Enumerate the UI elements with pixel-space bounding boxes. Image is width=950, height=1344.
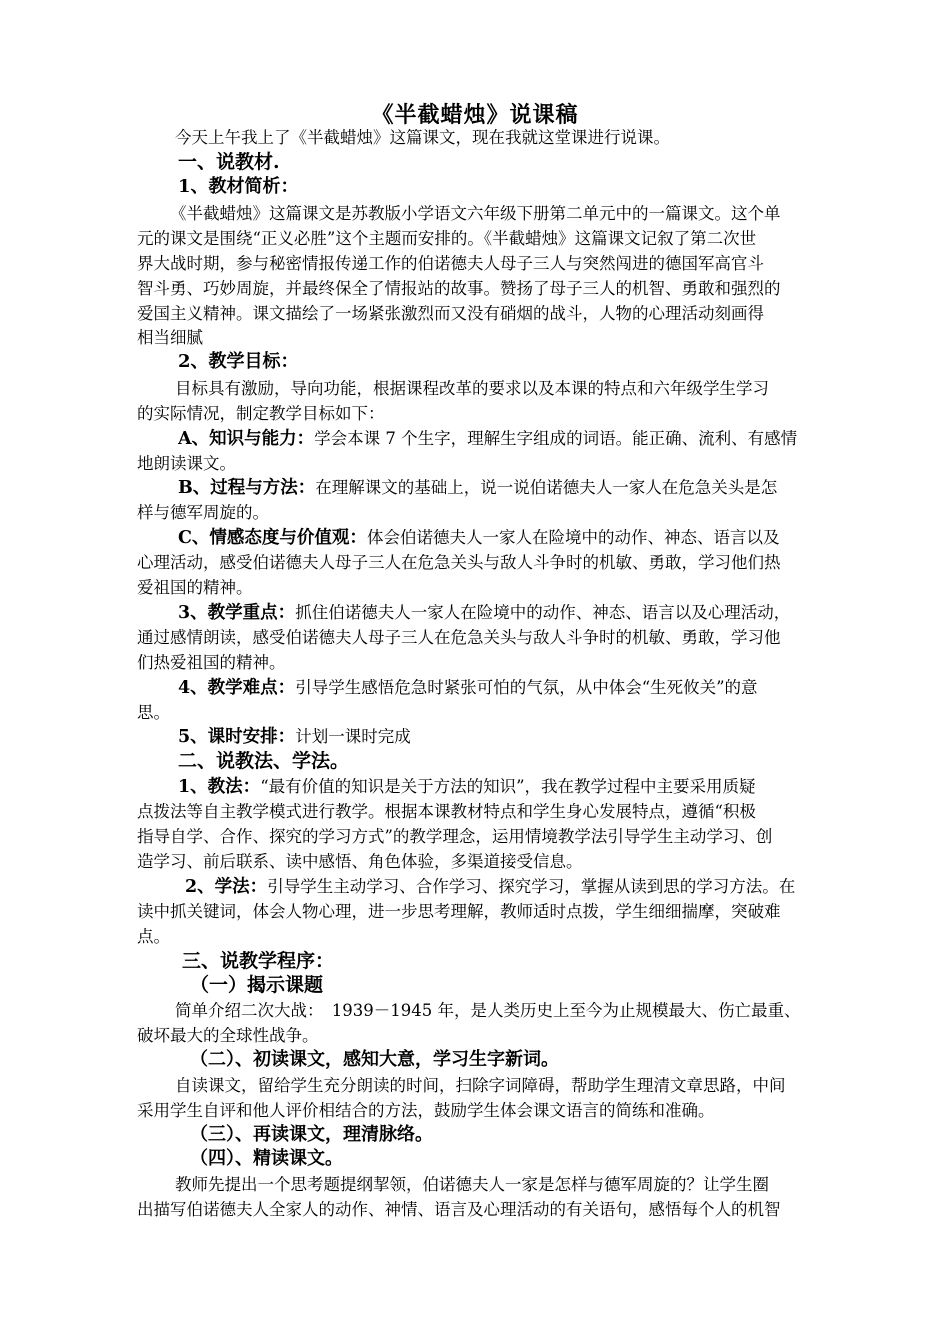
paragraph-line: 出描写伯诺德夫人全家人的动作、神情、语言及心理活动的有关语句，感悟每个人的机智 <box>137 1200 781 1219</box>
heading-step-1: （一）揭示课题 <box>190 974 324 996</box>
heading-analysis: 1、教材简析： <box>178 176 299 197</box>
paragraph-line: 心理活动，感受伯诺德夫人母子三人在危急关头与敌人斗争时的机敏、勇敢，学习他们热 <box>137 553 781 572</box>
heading-step-3: （三）、再读课文，理清脉络。 <box>190 1124 433 1145</box>
paragraph-line: 《半截蜡烛》这篇课文是苏教版小学语文六年级下册第二单元中的一篇课文。这个单 <box>170 204 781 223</box>
paragraph-line: 界大战时期，参与秘密情报传递工作的伯诺德夫人母子三人与突然闯进的德国军高官斗 <box>137 254 764 273</box>
paragraph-line: 读中抓关键词，体会人物心理，进一步思考理解，教师适时点拨，学生细细揣摩，突破难 <box>137 902 781 921</box>
goal-a-label: A、知识与能力： <box>178 429 315 449</box>
learning-method-label: 2、学法： <box>185 877 268 897</box>
teaching-method-label: 1、教法： <box>178 777 261 797</box>
learning-method-line <box>185 875 907 899</box>
goal-a-line <box>178 427 900 451</box>
paragraph-line: 通过感情朗读，感受伯诺德夫人母子三人在危急关头与敌人斗争时的机敏、勇敢，学习他 <box>137 628 781 647</box>
paragraph-line: 智斗勇、巧妙周旋，并最终保全了情报站的故事。赞扬了母子三人的机智、勇敢和强烈的 <box>137 279 781 298</box>
paragraph-line: 样与德军周旋的。 <box>137 503 269 522</box>
goal-b-line <box>178 476 900 500</box>
heading-methods: 二、说教法、学法。 <box>178 750 350 772</box>
paragraph-line: 的实际情况，制定教学目标如下： <box>137 404 385 423</box>
schedule-text: 计划一课时完成 <box>295 727 411 746</box>
paragraph-line: 相当细腻 <box>137 328 203 347</box>
heading-textbook: 一、说教材. <box>178 151 280 173</box>
paragraph-line: 破坏最大的全球性战争。 <box>137 1026 319 1045</box>
heading-step-4: （四）、精读课文。 <box>190 1148 343 1169</box>
goal-b-label: B、过程与方法： <box>178 478 316 498</box>
paragraph-line: 目标具有激励，导向功能，根据课程改革的要求以及本课的特点和六年级学生学习 <box>175 379 769 398</box>
goal-c-label: C、情感态度与价值观： <box>178 528 367 548</box>
paragraph-line: 造学习、前后联系、读中感悟、角色体验，多渠道接受信息。 <box>137 852 583 871</box>
schedule-label: 5、课时安排： <box>178 727 296 747</box>
paragraph-line: 自读课文，留给学生充分朗读的时间，扫除字词障碍，帮助学生理清文章思路，中间 <box>175 1076 786 1095</box>
key-point-label: 3、教学重点： <box>178 603 296 623</box>
schedule-line <box>178 725 900 749</box>
paragraph-line: 简单介绍二次大战： 1939－1945 年，是人类历史上至今为止规模最大、伤亡最重、 <box>175 1001 801 1020</box>
paragraph-line: 教师先提出一个思考题提纲挈领，伯诺德夫人一家是怎样与德军周旋的？让学生圈 <box>175 1175 769 1194</box>
paragraph-line: 元的课文是围绕“正义必胜”这个主题而安排的。《半截蜡烛》这篇课文记叙了第二次世 <box>137 229 757 248</box>
paragraph-line: 采用学生自评和他人评价相结合的方法，鼓励学生体会课文语言的简练和准确。 <box>137 1101 715 1120</box>
heading-goals: 2、教学目标： <box>178 351 299 372</box>
difficulty-label: 4、教学难点： <box>178 678 296 698</box>
difficulty-line <box>178 676 900 700</box>
paragraph-line: 地朗读课文。 <box>137 454 236 473</box>
teaching-method-text: “最有价值的知识是关于方法的知识”，我在教学过程中主要采用质疑 <box>260 777 756 796</box>
paragraph-line: 爱国主义精神。课文描绘了一场紧张激烈而又没有硝烟的战斗，人物的心理活动刻画得 <box>137 304 764 323</box>
paragraph-line: 点拨法等自主教学模式进行教学。根据本课教材特点和学生身心发展特点，遵循“积极 <box>137 802 756 821</box>
paragraph-line: 指导自学、合作、探究的学习方式”的教学理念，运用情境教学法引导学生主动学习、创 <box>137 827 773 846</box>
goal-c-text: 体会伯诺德夫人一家人在险境中的动作、神态、语言以及 <box>366 528 780 547</box>
heading-procedure: 三、说教学程序： <box>182 950 335 972</box>
difficulty-text: 引导学生感悟危急时紧张可怕的气氛，从中体会“生死攸关”的意 <box>295 678 758 697</box>
learning-method-text: 引导学生主动学习、合作学习、探究学习，掌握从读到思的学习方法。在 <box>267 877 796 896</box>
goal-a-text: 学会本课 7 个生字，理解生字组成的词语。能正确、流利、有感情 <box>314 429 798 448</box>
paragraph-line: 爱祖国的精神。 <box>137 578 253 597</box>
page-title: 《半截蜡烛》说课稿 <box>371 102 579 128</box>
intro-line: 今天上午我上了《半截蜡烛》这篇课文，现在我就这堂课进行说课。 <box>175 128 670 147</box>
paragraph-line: 们热爱祖国的精神。 <box>137 653 286 672</box>
heading-step-2: （二）、初读课文，感知大意，学习生字新词。 <box>190 1049 559 1070</box>
goal-b-text: 在理解课文的基础上，说一说伯诺德夫人一家人在危急关头是怎 <box>315 478 778 497</box>
paragraph-line: 思。 <box>137 703 170 722</box>
key-point-line <box>178 601 900 625</box>
teaching-method-line <box>178 775 900 799</box>
key-point-text: 抓住伯诺德夫人一家人在险境中的动作、神态、语言以及心理活动， <box>295 603 791 622</box>
goal-c-line <box>178 526 900 550</box>
paragraph-line: 点。 <box>137 927 170 946</box>
